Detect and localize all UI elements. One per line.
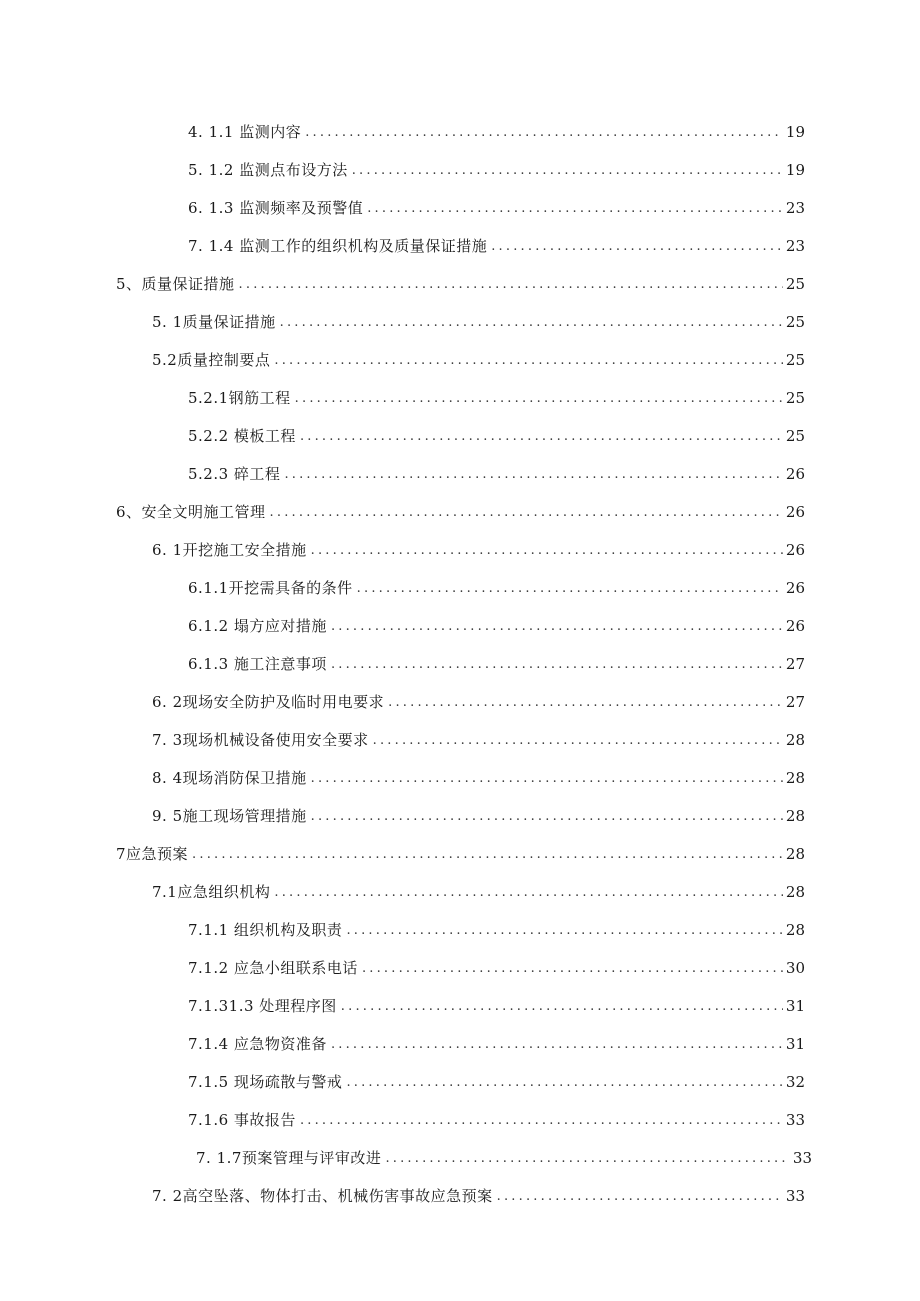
- toc-entry[interactable]: [188, 118, 805, 142]
- toc-entry-page: 26: [785, 465, 805, 483]
- toc-entry[interactable]: [152, 726, 805, 750]
- toc-entry[interactable]: [188, 650, 805, 674]
- toc-entry[interactable]: [188, 194, 805, 218]
- toc-entry-page: 27: [785, 693, 805, 711]
- toc-dot-leader: [192, 846, 783, 864]
- toc-dot-leader: [274, 884, 783, 902]
- toc-entry[interactable]: [188, 1068, 805, 1092]
- toc-entry[interactable]: [152, 536, 805, 560]
- toc-entry-label: 7应急预案: [116, 845, 189, 863]
- toc-entry-page: 28: [785, 731, 805, 749]
- toc-entry-page: 31: [785, 1035, 805, 1053]
- toc-entry-label: 7. 1.4 监测工作的组织机构及质量保证措施: [188, 237, 488, 255]
- toc-entry-label: 7.1.31.3 处理程序图: [188, 997, 337, 1015]
- toc-entry-page: 25: [785, 389, 805, 407]
- toc-dot-leader: [311, 542, 783, 560]
- toc-entry-label: 5.2.1钢筋工程: [188, 389, 291, 407]
- toc-dot-leader: [280, 314, 783, 332]
- toc-entry[interactable]: [152, 346, 805, 370]
- toc-entry-page: 23: [785, 237, 805, 255]
- toc-entry-page: 30: [785, 959, 805, 977]
- toc-dot-leader: [274, 352, 783, 370]
- toc-entry[interactable]: [188, 954, 805, 978]
- toc-entry-page: 27: [785, 655, 805, 673]
- toc-entry-label: 7.1.6 事故报告: [188, 1111, 296, 1129]
- toc-entry-label: 5.2.3 碎工程: [188, 465, 281, 483]
- toc-entry-page: 26: [785, 579, 805, 597]
- toc-entry-page: 23: [785, 199, 805, 217]
- toc-entry-label: 5. 1.2 监测点布设方法: [188, 161, 348, 179]
- toc-entry-label: 6. 2现场安全防护及临时用电要求: [152, 693, 385, 711]
- toc-dot-leader: [295, 390, 783, 408]
- toc-entry-label: 6.1.1开挖需具备的条件: [188, 579, 353, 597]
- toc-entry[interactable]: [188, 384, 805, 408]
- toc-entry-page: 33: [785, 1111, 805, 1129]
- toc-entry[interactable]: [152, 878, 805, 902]
- toc-entry-label: 7. 2高空坠落、物体打击、机械伤害事故应急预案: [152, 1187, 493, 1205]
- toc-entry[interactable]: [116, 270, 805, 294]
- toc-entry-label: 7.1.2 应急小组联系电话: [188, 959, 358, 977]
- toc-dot-leader: [284, 466, 782, 484]
- toc-entry-label: 7. 3现场机械设备使用安全要求: [152, 731, 369, 749]
- toc-entry-label: 7.1.5 现场疏散与警戒: [188, 1073, 343, 1091]
- toc-dot-leader: [305, 124, 783, 142]
- toc-entry-page: 26: [785, 541, 805, 559]
- toc-entry[interactable]: [152, 1182, 805, 1206]
- toc-entry-page: 28: [785, 845, 805, 863]
- toc-dot-leader: [491, 238, 783, 256]
- toc-entry-label: 7.1.1 组织机构及职责: [188, 921, 343, 939]
- toc-entry[interactable]: [116, 840, 805, 864]
- toc-entry[interactable]: [188, 422, 805, 446]
- toc-entry[interactable]: [188, 232, 805, 256]
- toc-dot-leader: [346, 1074, 782, 1092]
- toc-dot-leader: [239, 276, 783, 294]
- toc-entry[interactable]: [152, 764, 805, 788]
- toc-entry-page: 28: [785, 807, 805, 825]
- toc-entry-label: 6. 1开挖施工安全措施: [152, 541, 307, 559]
- toc-dot-leader: [362, 960, 783, 978]
- toc-entry-label: 5.2质量控制要点: [152, 351, 271, 369]
- toc-entry-page: 28: [785, 921, 805, 939]
- toc-entry-page: 28: [785, 883, 805, 901]
- toc-entry-page: 26: [785, 617, 805, 635]
- toc-dot-leader: [331, 1036, 783, 1054]
- toc-dot-leader: [352, 162, 783, 180]
- toc-entry-page: 32: [785, 1073, 805, 1091]
- toc-dot-leader: [300, 428, 783, 446]
- toc-entry-page: 19: [785, 161, 805, 179]
- toc-dot-leader: [497, 1188, 783, 1206]
- toc-dot-leader: [373, 732, 783, 750]
- toc-dot-leader: [385, 1150, 789, 1168]
- toc-dot-leader: [367, 200, 783, 218]
- toc-entry-page: 19: [785, 123, 805, 141]
- toc-entry-label: 7.1应急组织机构: [152, 883, 271, 901]
- toc-entry[interactable]: [116, 498, 805, 522]
- toc-entry-label: 6、安全文明施工管理: [116, 503, 266, 521]
- toc-entry-page: 28: [785, 769, 805, 787]
- toc-entry-label: 5.2.2 模板工程: [188, 427, 296, 445]
- toc-entry-page: 33: [792, 1149, 812, 1167]
- toc-entry-label: 7.1.4 应急物资准备: [188, 1035, 327, 1053]
- toc-dot-leader: [300, 1112, 783, 1130]
- toc-entry-page: 26: [785, 503, 805, 521]
- toc-entry[interactable]: [152, 802, 805, 826]
- toc-entry-page: 25: [785, 427, 805, 445]
- toc-entry[interactable]: [188, 916, 805, 940]
- toc-entry-label: 8. 4现场消防保卫措施: [152, 769, 307, 787]
- toc-dot-leader: [388, 694, 783, 712]
- toc-entry-label: 9. 5施工现场管理措施: [152, 807, 307, 825]
- toc-entry[interactable]: [188, 1106, 805, 1130]
- toc-entry-label: 4. 1.1 监测内容: [188, 123, 302, 141]
- toc-entry-page: 33: [785, 1187, 805, 1205]
- toc-entry[interactable]: [188, 1030, 805, 1054]
- toc-dot-leader: [357, 580, 783, 598]
- toc-dot-leader: [311, 770, 783, 788]
- toc-dot-leader: [270, 504, 783, 522]
- toc-entry[interactable]: [152, 308, 805, 332]
- toc-dot-leader: [331, 618, 783, 636]
- toc-entry-page: 25: [785, 313, 805, 331]
- toc-entry[interactable]: [188, 156, 805, 180]
- toc-dot-leader: [341, 998, 783, 1016]
- toc-entry-label: 5. 1质量保证措施: [152, 313, 276, 331]
- toc-entry-label: 6. 1.3 监测频率及预警值: [188, 199, 364, 217]
- toc-entry-label: 6.1.3 施工注意事项: [188, 655, 327, 673]
- toc-entry[interactable]: [196, 1144, 812, 1168]
- toc-entry-page: 25: [785, 275, 805, 293]
- toc-entry[interactable]: [152, 688, 805, 712]
- toc-entry[interactable]: [188, 992, 805, 1016]
- toc-dot-leader: [346, 922, 782, 940]
- toc-entry-page: 25: [785, 351, 805, 369]
- toc-entry-label: 6.1.2 塌方应对措施: [188, 617, 327, 635]
- toc-entry-label: 5、质量保证措施: [116, 275, 235, 293]
- toc-entry[interactable]: [188, 574, 805, 598]
- toc-entry[interactable]: [188, 460, 805, 484]
- toc-entry-page: 31: [785, 997, 805, 1015]
- toc-entry[interactable]: [188, 612, 805, 636]
- toc-dot-leader: [331, 656, 783, 674]
- toc-dot-leader: [311, 808, 783, 826]
- toc-entry-label: 7. 1.7预案管理与评审改进: [196, 1149, 382, 1167]
